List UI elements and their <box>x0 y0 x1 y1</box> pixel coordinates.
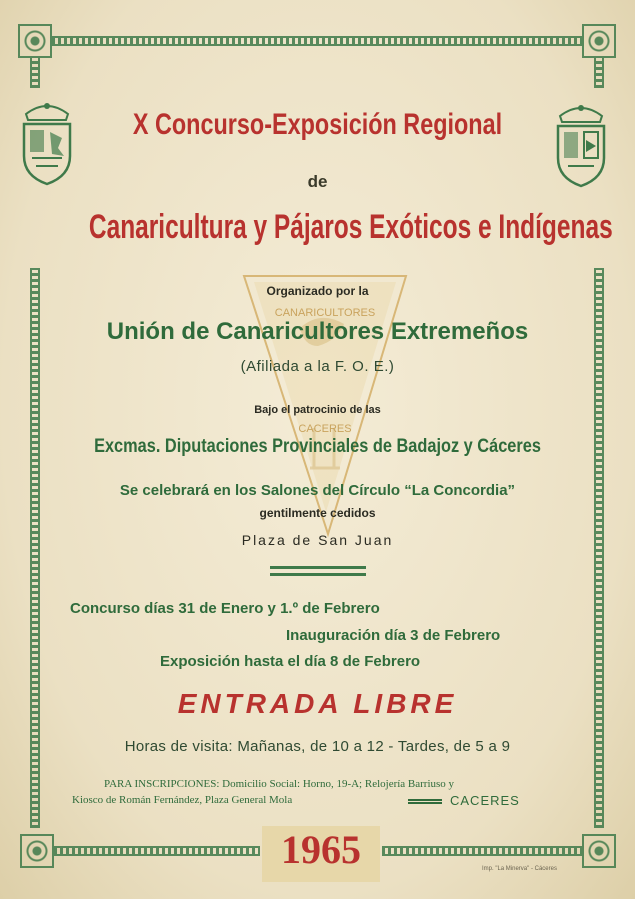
patronage-intro: Bajo el patrocinio de las <box>254 404 381 416</box>
organizer-affiliation: (Afiliada a la F. O. E.) <box>240 358 395 375</box>
venue-line-2: gentilmente cedidos <box>259 506 376 520</box>
free-entry-banner: ENTRADA LIBRE <box>177 688 458 719</box>
top-right-border <box>594 58 604 88</box>
divider-rule-2 <box>270 573 366 576</box>
organizer-intro: Organizado por la <box>266 284 369 298</box>
top-left-border <box>30 58 40 88</box>
double-dash-separator <box>408 799 442 804</box>
pennant-bottom-text: CACERES <box>298 423 352 435</box>
bottom-border-left <box>54 846 260 856</box>
registration-city: CACERES <box>450 793 520 808</box>
top-border <box>52 36 582 46</box>
contest-dates: Concurso días 31 de Enero y 1.º de Febrero <box>70 600 380 617</box>
bottom-border-right <box>382 846 582 856</box>
visiting-hours: Horas de visita: Mañanas, de 10 a 12 - Tardes, de 5 a 9 <box>124 738 511 755</box>
opening-date: Inauguración día 3 de Febrero <box>286 627 501 644</box>
printer-credit: Imp. "La Minerva" - Cáceres <box>482 866 557 872</box>
corner-ornament-top-right <box>582 24 616 58</box>
corner-ornament-top-left <box>18 24 52 58</box>
pennant-top-text: CANARICULTORES <box>274 307 376 319</box>
title-line-1: X Concurso-Exposición Regional <box>132 108 503 141</box>
corner-ornament-bottom-right <box>582 834 616 868</box>
venue-line-1: Se celebrará en los Salones del Círculo “La Concordia” <box>119 482 516 499</box>
registration-line-1: PARA INSCRIPCIONES: Domicilio Social: Horno, 19-A; Relojería Barriuso y <box>104 778 455 790</box>
patronage-name: Excmas. Diputaciones Provinciales de Badajoz y Cáceres <box>94 436 541 457</box>
venue-place: Plaza de San Juan <box>241 532 394 548</box>
exhibition-end-date: Exposición hasta el día 8 de Febrero <box>160 653 421 670</box>
corner-ornament-bottom-left <box>20 834 54 868</box>
registration-line-2: Kiosco de Román Fernández, Plaza General Mola <box>72 794 293 806</box>
organizer-name: Unión de Canaricultores Extremeños <box>106 318 529 345</box>
year: 1965 <box>281 827 361 872</box>
title-connector: de <box>307 172 328 191</box>
divider-rule-1 <box>270 566 366 569</box>
title-line-2: Canaricultura y Pájaros Exóticos e Indígenas <box>88 208 613 246</box>
